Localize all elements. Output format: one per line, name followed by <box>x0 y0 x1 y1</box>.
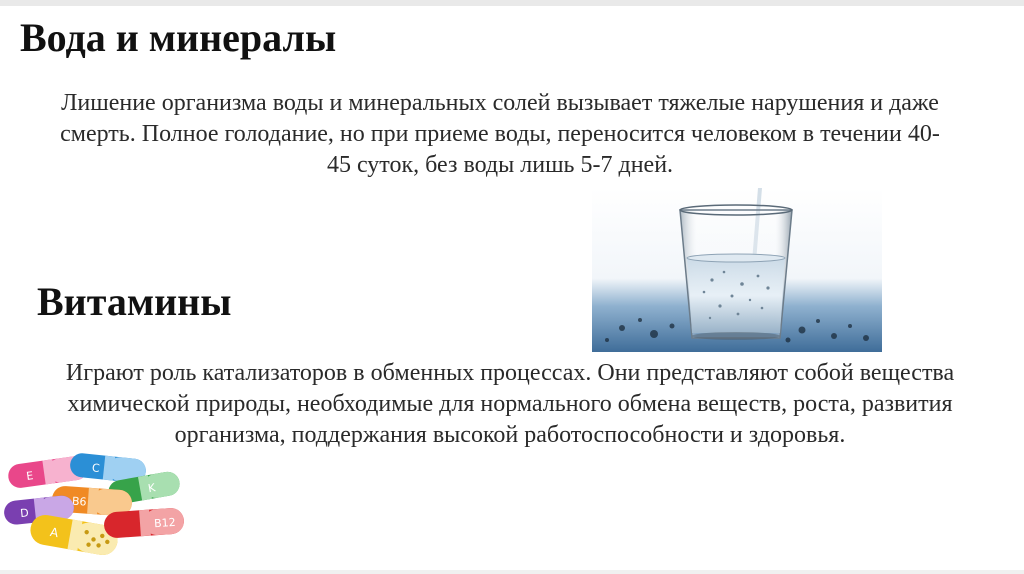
water-minerals-heading: Вода и минералы <box>20 15 337 60</box>
vitamin-capsules-image <box>0 448 190 570</box>
vitamins-text: Играют роль катализаторов в обменных процессах. Они представляют собой вещества химической природы, необходимые для нормального обмена веществ, роста, развития организма, поддержания высокой работоспособности и здоровья. <box>65 360 955 448</box>
pill-label-e: E <box>25 469 35 483</box>
water-glass-image <box>592 188 882 352</box>
pill-label-b12: B12 <box>153 515 177 531</box>
pill-label-c: C <box>91 461 101 476</box>
pill-label-d: D <box>19 506 30 521</box>
pill-label-k: K <box>147 481 157 496</box>
water-minerals-text: Лишение организма воды и минеральных солей вызывает тяжелые нарушения и даже смерть. Полное голодание, но при приеме воды, переносится человеком в течении 40-45 суток, без воды лишь 5-7 дней. <box>60 90 940 178</box>
pill-label-a: A <box>48 524 60 541</box>
vitamins-heading: Витамины <box>37 279 232 324</box>
bottom-border <box>0 570 1024 574</box>
pill-label-b6: B6 <box>71 494 87 509</box>
top-border <box>0 0 1024 6</box>
